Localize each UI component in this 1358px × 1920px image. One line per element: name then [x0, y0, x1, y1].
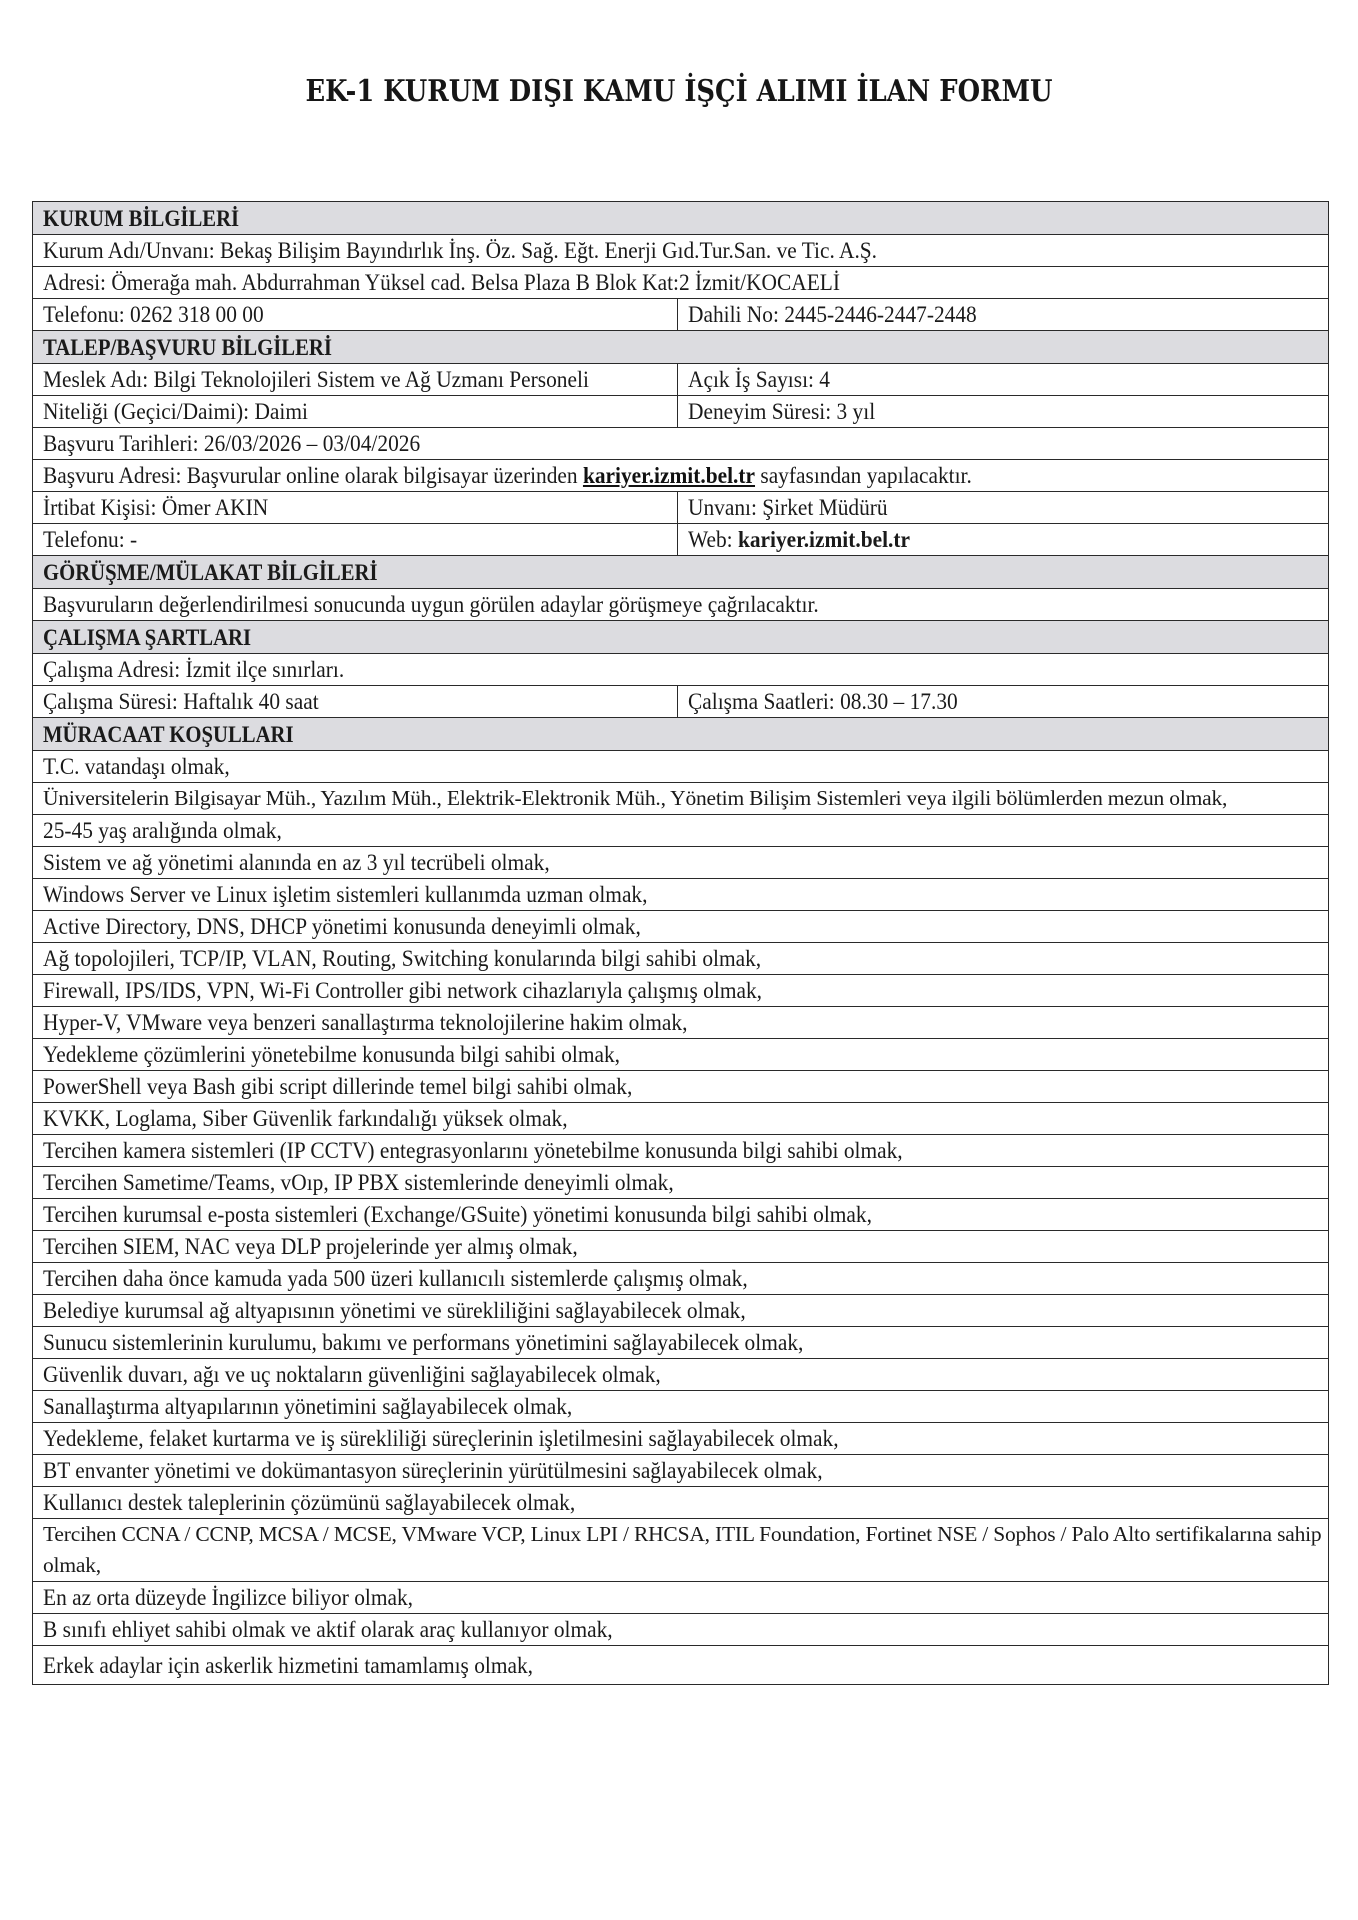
- requirement-item: Üniversitelerin Bilgisayar Müh., Yazılım Müh., Elektrik-Elektronik Müh., Yönetim Bilişim Sistemleri veya ilgili bölümlerden mezun olmak,: [43, 786, 1228, 810]
- requirement-item: T.C. vatandaşı olmak,: [43, 754, 230, 779]
- deneyim-suresi-field: Deneyim Süresi: 3 yıl: [688, 399, 876, 424]
- section-header-calisma: [33, 621, 1329, 654]
- row-gorusme-text: [33, 589, 1329, 621]
- calisma-adresi-field: Çalışma Adresi: İzmit ilçe sınırları.: [43, 657, 345, 682]
- web-label: Web:: [688, 527, 739, 552]
- kariyer-link[interactable]: kariyer.izmit.bel.tr: [582, 463, 756, 488]
- row-meslek: [33, 364, 1329, 396]
- row-telefon: [33, 299, 1329, 331]
- acik-is-sayisi-field: Açık İş Sayısı: 4: [688, 367, 831, 392]
- requirement-row: [33, 1071, 1329, 1103]
- requirement-row: [33, 1614, 1329, 1646]
- requirement-item: Belediye kurumsal ağ altyapısının yönetimi ve sürekliliğini sağlayabilecek olmak,: [43, 1298, 746, 1323]
- requirement-row: [33, 1231, 1329, 1263]
- section-title-calisma: ÇALIŞMA ŞARTLARI: [43, 624, 252, 650]
- requirement-row: [33, 1039, 1329, 1071]
- requirement-item: BT envanter yönetimi ve dokümantasyon süreçlerinin yürütülmesini sağlayabilecek olmak,: [43, 1458, 823, 1483]
- requirement-row: [33, 1135, 1329, 1167]
- requirement-item: Sunucu sistemlerinin kurulumu, bakımı ve performans yönetimini sağlayabilecek olmak,: [43, 1330, 804, 1355]
- gorusme-text: Başvuruların değerlendirilmesi sonucunda uygun görülen adaylar görüşmeye çağrılacaktır.: [43, 592, 819, 617]
- requirement-row: [33, 1295, 1329, 1327]
- requirement-row: [33, 1007, 1329, 1039]
- section-header-talep: [33, 331, 1329, 364]
- requirement-item: Kullanıcı destek taleplerinin çözümünü sağlayabilecek olmak,: [43, 1490, 576, 1515]
- requirement-item: Tercihen CCNA / CCNP, MCSA / MCSE, VMware VCP, Linux LPI / RHCSA, ITIL Foundation, Fortinet NSE / Sophos / Palo Alto sertifikalarına sahip olmak,: [43, 1522, 1322, 1577]
- basvuru-adresi-field: [43, 460, 972, 491]
- row-basvuru-adresi: [33, 460, 1329, 492]
- unvan-field: Unvanı: Şirket Müdürü: [688, 495, 889, 520]
- requirement-row: [33, 1103, 1329, 1135]
- requirement-row: [33, 1487, 1329, 1519]
- requirement-row: [33, 1646, 1329, 1685]
- requirement-item: Tercihen kamera sistemleri (IP CCTV) entegrasyonlarını yönetebilme konusunda bilgi sahibi olmak,: [43, 1138, 903, 1163]
- requirement-item: PowerShell veya Bash gibi script dillerinde temel bilgi sahibi olmak,: [43, 1074, 633, 1099]
- irtibat-kisisi-field: İrtibat Kişisi: Ömer AKIN: [43, 495, 269, 520]
- section-header-kurum: [33, 202, 1329, 235]
- requirement-row: [33, 911, 1329, 943]
- requirement-row: [33, 1199, 1329, 1231]
- requirement-item: Tercihen Sametime/Teams, vOıp, IP PBX sistemlerinde deneyimli olmak,: [43, 1170, 674, 1195]
- requirement-item: Hyper-V, VMware veya benzeri sanallaştırma teknolojilerine hakim olmak,: [43, 1010, 688, 1035]
- section-title-kurum: KURUM BİLGİLERİ: [43, 205, 240, 231]
- basvuru-adresi-suffix: sayfasından yapılacaktır.: [755, 463, 972, 488]
- requirement-item: Tercihen SIEM, NAC veya DLP projelerinde yer almış olmak,: [43, 1234, 578, 1259]
- calisma-suresi-field: Çalışma Süresi: Haftalık 40 saat: [43, 689, 319, 714]
- requirement-row: [33, 1519, 1329, 1582]
- requirement-row: [33, 1391, 1329, 1423]
- requirement-row: [33, 815, 1329, 847]
- requirement-item: Firewall, IPS/IDS, VPN, Wi-Fi Controller gibi network cihazlarıyla çalışmış olmak,: [43, 978, 762, 1003]
- section-title-gorusme: GÖRÜŞME/MÜLAKAT BİLGİLERİ: [43, 559, 378, 585]
- requirement-item: Yedekleme çözümlerini yönetebilme konusunda bilgi sahibi olmak,: [43, 1042, 621, 1067]
- page-title: EK-1 KURUM DIŞI KAMU İŞÇİ ALIMI İLAN FORMU: [305, 74, 1053, 109]
- web-link[interactable]: kariyer.izmit.bel.tr: [738, 527, 911, 552]
- row-kurum-adi: [33, 235, 1329, 267]
- row-adres: [33, 267, 1329, 299]
- requirement-item: Yedekleme, felaket kurtarma ve iş sürekliliği süreçlerinin işletilmesini sağlayabilecek olmak,: [43, 1426, 839, 1451]
- row-basvuru-tarihleri: [33, 428, 1329, 460]
- meslek-adi-field: Meslek Adı: Bilgi Teknolojileri Sistem ve Ağ Uzmanı Personeli: [43, 367, 589, 392]
- irtibat-telefon-field: Telefonu: -: [43, 527, 138, 552]
- row-irtibat-telefon: [33, 524, 1329, 556]
- requirement-row: [33, 1263, 1329, 1295]
- kurum-adres-field: Adresi: Ömerağa mah. Abdurrahman Yüksel cad. Belsa Plaza B Blok Kat:2 İzmit/KOCAELİ: [43, 270, 840, 295]
- row-calisma-suresi: [33, 686, 1329, 718]
- row-nitelik: [33, 396, 1329, 428]
- requirement-item: B sınıfı ehliyet sahibi olmak ve aktif olarak araç kullanıyor olmak,: [43, 1617, 613, 1642]
- requirement-item: Güvenlik duvarı, ağı ve uç noktaların güvenliğini sağlayabilecek olmak,: [43, 1362, 661, 1387]
- section-header-gorusme: [33, 556, 1329, 589]
- basvuru-tarihleri-field: Başvuru Tarihleri: 26/03/2026 – 03/04/2026: [43, 431, 421, 456]
- requirement-item: Sistem ve ağ yönetimi alanında en az 3 yıl tecrübeli olmak,: [43, 850, 550, 875]
- requirement-item: Ağ topolojileri, TCP/IP, VLAN, Routing, Switching konularında bilgi sahibi olmak,: [43, 946, 762, 971]
- requirement-item: 25-45 yaş aralığında olmak,: [43, 818, 282, 843]
- requirement-row: [33, 1423, 1329, 1455]
- requirement-row: [33, 975, 1329, 1007]
- basvuru-adresi-prefix: Başvuru Adresi: Başvurular online olarak bilgisayar üzerinden: [43, 463, 583, 488]
- row-calisma-adresi: [33, 654, 1329, 686]
- requirement-item: KVKK, Loglama, Siber Güvenlik farkındalığı yüksek olmak,: [43, 1106, 568, 1131]
- requirement-item: Sanallaştırma altyapılarının yönetimini sağlayabilecek olmak,: [43, 1394, 573, 1419]
- requirement-row: [33, 943, 1329, 975]
- requirement-row: [33, 751, 1329, 783]
- requirement-item: Windows Server ve Linux işletim sistemleri kullanımda uzman olmak,: [43, 882, 648, 907]
- requirement-row: [33, 1455, 1329, 1487]
- kurum-adi-field: Kurum Adı/Unvanı: Bekaş Bilişim Bayındırlık İnş. Öz. Sağ. Eğt. Enerji Gıd.Tur.San. ve Tic. A.Ş.: [43, 238, 878, 263]
- requirement-row: [33, 783, 1329, 815]
- section-title-talep: TALEP/BAŞVURU BİLGİLERİ: [43, 334, 332, 360]
- requirement-item: En az orta düzeyde İngilizce biliyor olmak,: [43, 1585, 414, 1610]
- requirement-row: [33, 1582, 1329, 1614]
- requirement-item: Tercihen daha önce kamuda yada 500 üzeri kullanıcılı sistemlerde çalışmış olmak,: [43, 1266, 748, 1291]
- requirement-item: Erkek adaylar için askerlik hizmetini tamamlamış olmak,: [43, 1652, 534, 1678]
- section-title-muracaat: MÜRACAAT KOŞULLARI: [43, 721, 294, 747]
- job-announcement-form: [32, 201, 1329, 1685]
- requirement-row: [33, 1327, 1329, 1359]
- requirement-item: Active Directory, DNS, DHCP yönetimi konusunda deneyimli olmak,: [43, 914, 641, 939]
- kurum-dahili-field: Dahili No: 2445-2446-2447-2448: [688, 302, 978, 327]
- requirement-row: [33, 1167, 1329, 1199]
- web-field: [688, 524, 910, 555]
- kurum-telefon-field: Telefonu: 0262 318 00 00: [43, 302, 264, 327]
- row-irtibat: [33, 492, 1329, 524]
- calisma-saatleri-field: Çalışma Saatleri: 08.30 – 17.30: [688, 689, 959, 714]
- section-header-muracaat: [33, 718, 1329, 751]
- requirement-item: Tercihen kurumsal e-posta sistemleri (Exchange/GSuite) yönetimi konusunda bilgi sahibi olmak,: [43, 1202, 872, 1227]
- requirement-row: [33, 1359, 1329, 1391]
- requirement-row: [33, 879, 1329, 911]
- nitelik-field: Niteliği (Geçici/Daimi): Daimi: [43, 399, 308, 424]
- requirement-row: [33, 847, 1329, 879]
